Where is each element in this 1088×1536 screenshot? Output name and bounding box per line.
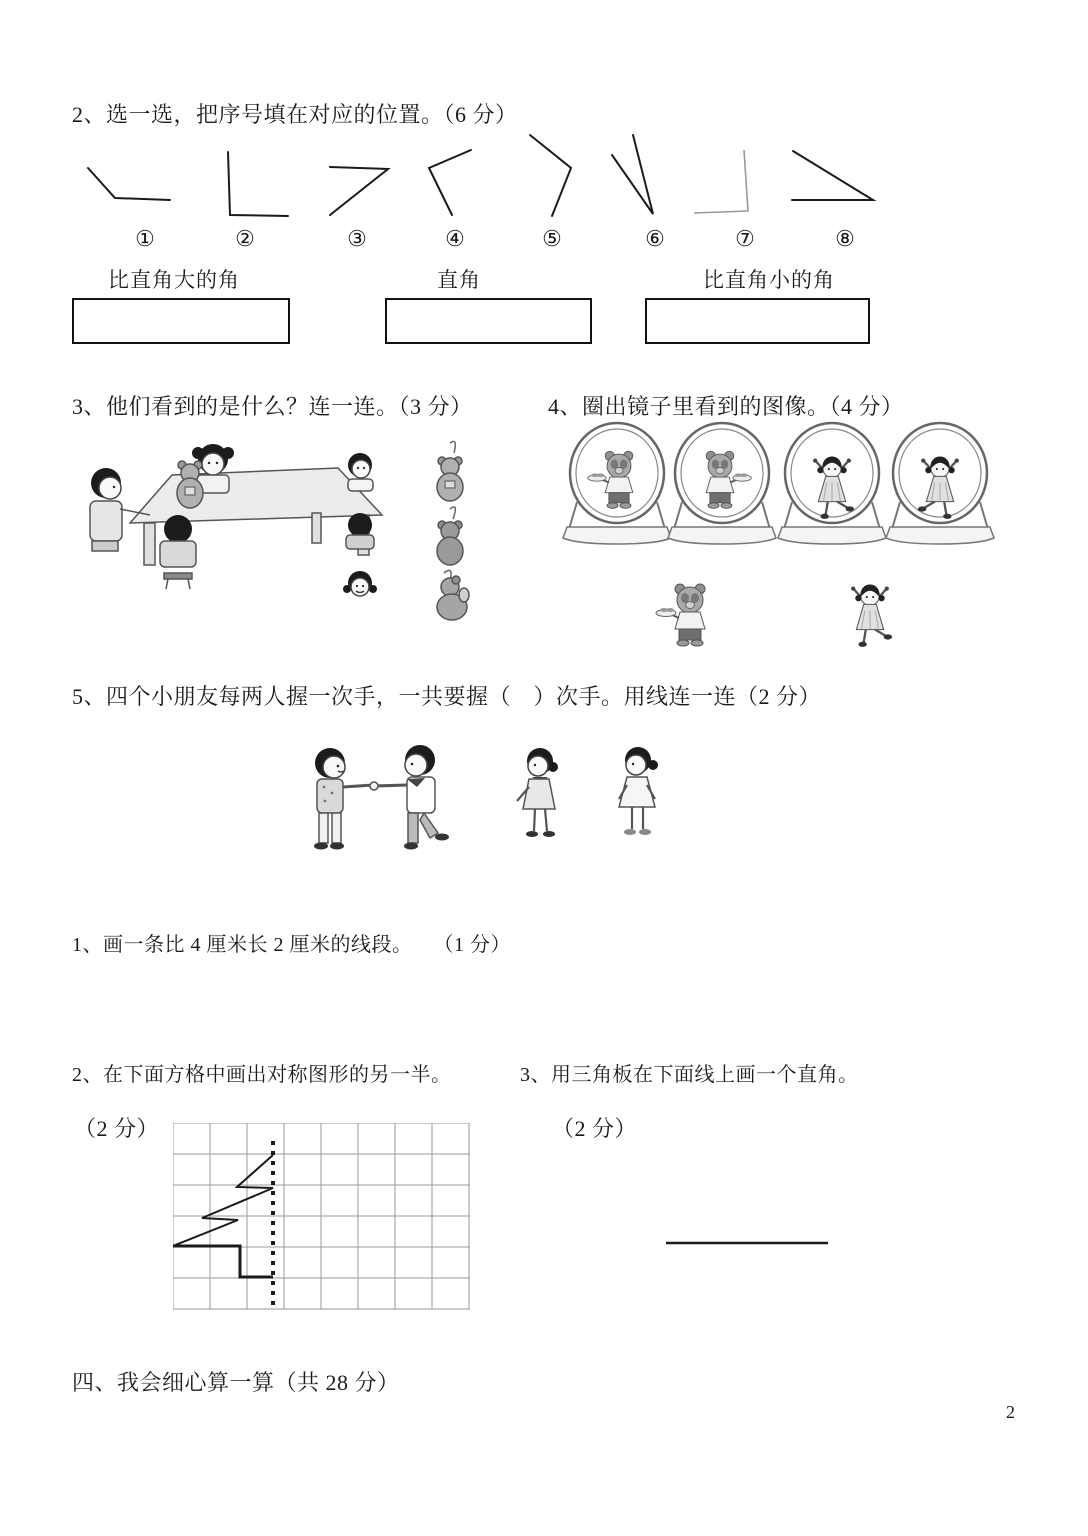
draw-q1-title: 1、画一条比 4 厘米长 2 厘米的线段。 （1 分） <box>72 934 511 956</box>
angle-label-3: ③ <box>347 226 367 251</box>
calc-section-title: 四、我会细心算一算（共 28 分） <box>72 1370 400 1395</box>
doll-side-view <box>437 570 469 620</box>
angle-label-6: ⑥ <box>645 226 665 251</box>
girl-standing-1 <box>517 748 558 837</box>
boy-shaking-right <box>370 745 449 850</box>
kid-head-back <box>346 513 374 549</box>
angle-label-7: ⑦ <box>735 226 755 251</box>
category-label-bigger: 比直角大的角 <box>108 268 240 292</box>
angle-label-1: ① <box>135 226 155 251</box>
draw-q3-score: （2 分） <box>552 1116 638 1141</box>
draw-q2-score: （2 分） <box>74 1116 160 1141</box>
table-top <box>130 468 382 523</box>
angle-3-acute <box>330 167 388 215</box>
boy-shaking-left <box>314 748 373 850</box>
answer-box-bigger <box>72 298 290 344</box>
kid-face-front <box>348 453 373 491</box>
bear-real <box>656 584 705 646</box>
question-5-title: 5、四个小朋友每两人握一次手，一共要握（ ）次手。用线连一连（2 分） <box>72 684 822 709</box>
angle-label-2: ② <box>235 226 255 251</box>
doll-front-view <box>437 441 463 501</box>
angle-label-5: ⑤ <box>542 226 562 251</box>
question-4-title: 4、圈出镜子里看到的图像。（4 分） <box>548 394 904 419</box>
angle-number-row <box>0 226 1088 256</box>
angle-8-acute <box>792 151 873 200</box>
girl-standing-2 <box>619 747 658 835</box>
handshake-illustration <box>235 735 695 860</box>
symmetry-grid <box>173 1123 470 1310</box>
angle-7-right <box>694 150 748 213</box>
boy-back-on-stool <box>160 515 196 589</box>
teddy-on-table <box>177 461 203 508</box>
category-label-right: 直角 <box>437 268 481 292</box>
answer-box-smaller <box>645 298 870 344</box>
question-3-title: 3、他们看到的是什么？连一连。（3 分） <box>72 394 473 419</box>
table-scene-illustration <box>60 425 500 655</box>
half-tree-trunk <box>173 1246 273 1277</box>
angle-2-right <box>228 152 288 216</box>
answer-box-right <box>385 298 592 344</box>
angle-5-acute <box>530 135 571 216</box>
draw-q3-title: 3、用三角板在下面线上画一个直角。 <box>520 1064 859 1086</box>
right-angle-base-line <box>660 1238 835 1248</box>
angle-label-4: ④ <box>445 226 465 251</box>
girl-face-front <box>343 571 377 596</box>
angle-label-8: ⑧ <box>835 226 855 251</box>
angle-6-acute <box>612 135 653 214</box>
mirror-illustration <box>555 418 995 656</box>
doll-back-view <box>437 507 463 565</box>
page-number: 2 <box>1006 1402 1015 1422</box>
angle-figures <box>60 128 960 230</box>
angle-4-obtuse <box>429 150 471 215</box>
half-tree-top <box>173 1155 273 1246</box>
girl-real <box>851 584 892 646</box>
angle-1-obtuse <box>88 168 170 200</box>
question-2-title: 2、选一选，把序号填在对应的位置。（6 分） <box>72 102 518 127</box>
category-label-smaller: 比直角小的角 <box>703 268 835 292</box>
draw-q2-title: 2、在下面方格中画出对称图形的另一半。 <box>72 1064 452 1086</box>
